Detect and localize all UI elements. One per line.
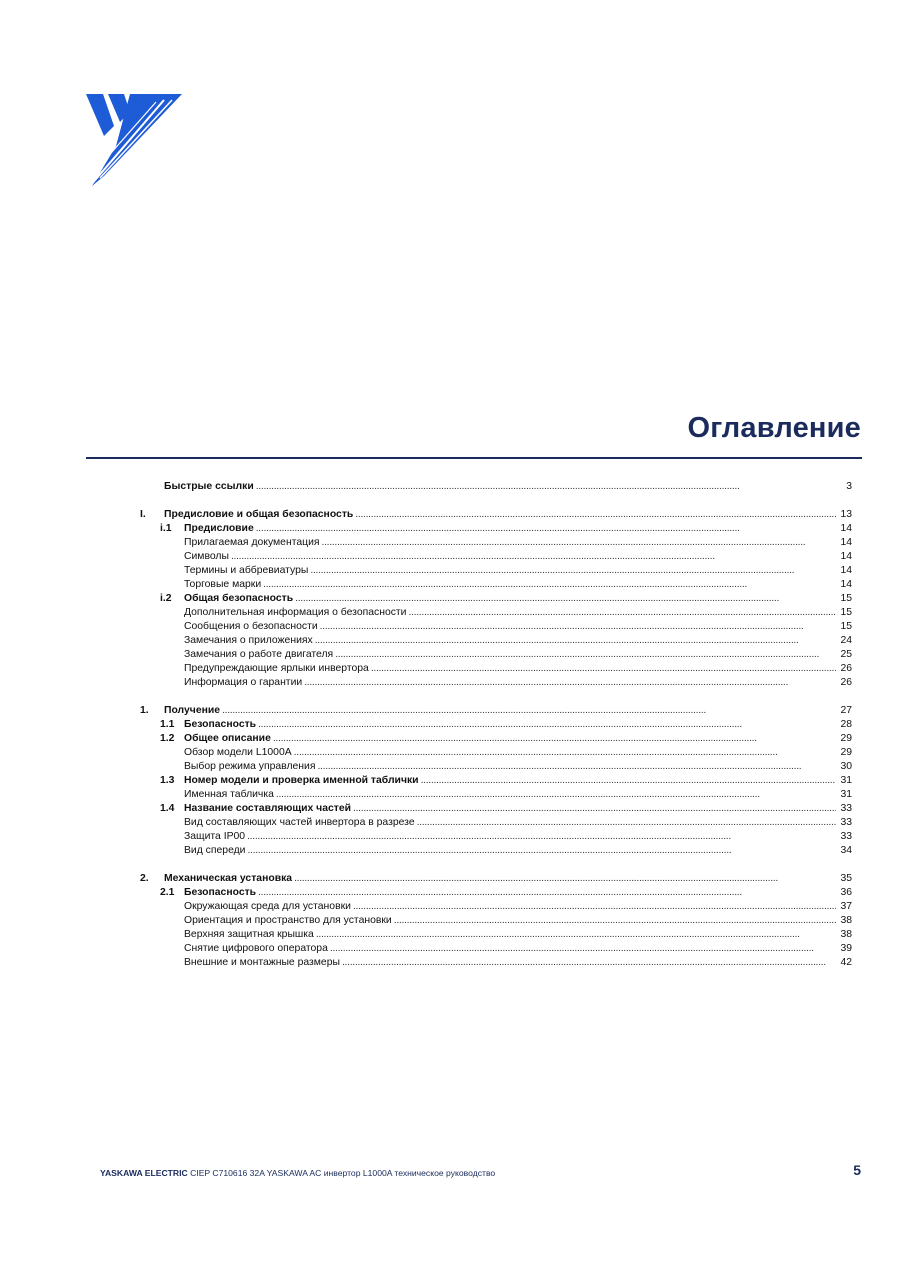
toc-entry[interactable] <box>160 802 852 816</box>
toc-entry-page: 35 <box>840 873 852 884</box>
toc-entry-page: 14 <box>840 565 852 576</box>
toc-dot-leader <box>310 564 836 578</box>
toc-dot-leader <box>273 732 836 746</box>
toc-entry[interactable] <box>160 774 852 788</box>
toc-entry-label: Защита IP00 <box>184 831 246 842</box>
toc-dot-leader <box>222 704 836 718</box>
toc-dot-leader <box>231 550 836 564</box>
toc-entry-number: i.1 <box>160 523 172 534</box>
toc-entry-page: 33 <box>840 803 852 814</box>
toc-dot-leader <box>335 648 836 662</box>
toc-entry-label: Информация о гарантии <box>184 677 303 688</box>
toc-entry-label: Дополнительная информация о безопасности <box>184 607 407 618</box>
toc-entry-label: Окружающая среда для установки <box>184 901 351 912</box>
toc-entry-label: Предисловие и общая безопасность <box>164 509 354 520</box>
toc-entry-page: 39 <box>840 943 852 954</box>
toc-entry[interactable] <box>184 648 852 662</box>
toc-entry-label: Получение <box>164 705 221 716</box>
toc-dot-leader <box>342 956 836 970</box>
toc-entry[interactable] <box>184 816 852 830</box>
toc-entry-label: Предисловие <box>184 523 254 534</box>
toc-entry[interactable] <box>140 872 852 886</box>
toc-entry-page: 33 <box>840 831 852 842</box>
footer-text: CIEP C710616 32A YASKAWA AC инвертор L1000A техническое руководство <box>190 1168 496 1178</box>
toc-entry-label: Общее описание <box>184 733 271 744</box>
toc-entry[interactable] <box>184 746 852 760</box>
toc-dot-leader <box>353 900 836 914</box>
toc-entry-number: 2.1 <box>160 887 175 898</box>
toc-entry[interactable] <box>184 942 852 956</box>
toc-entry-label: Обзор модели L1000A <box>184 747 292 758</box>
toc-entry[interactable] <box>184 606 852 620</box>
yaskawa-logo <box>86 90 182 188</box>
page-number: 5 <box>853 1162 861 1178</box>
toc-entry[interactable] <box>160 592 852 606</box>
toc-entry-label: Вид спереди <box>184 845 246 856</box>
toc-entry[interactable] <box>184 578 852 592</box>
toc-entry-number: I. <box>140 509 146 520</box>
toc-entry-page: 31 <box>840 775 852 786</box>
toc-entry-number: 1. <box>140 705 149 716</box>
toc-entry-label: Символы <box>184 551 229 562</box>
toc-entry-label: Механическая установка <box>164 873 293 884</box>
toc-entry[interactable] <box>140 480 852 494</box>
toc-entry-page: 24 <box>840 635 852 646</box>
toc-dot-leader <box>247 844 836 858</box>
toc-entry[interactable] <box>140 704 852 718</box>
toc-entry-number: 1.3 <box>160 775 175 786</box>
toc-entry-number: i.2 <box>160 593 172 604</box>
toc-entry-page: 15 <box>840 621 852 632</box>
toc-entry-label: Ориентация и пространство для установки <box>184 915 392 926</box>
toc-entry-page: 14 <box>840 551 852 562</box>
toc-entry-number: 1.1 <box>160 719 175 730</box>
toc-entry-label: Снятие цифрового оператора <box>184 943 328 954</box>
toc-entry-page: 29 <box>840 747 852 758</box>
toc-dot-leader <box>322 536 837 550</box>
toc-entry-page: 38 <box>840 915 852 926</box>
toc-entry[interactable] <box>184 676 852 690</box>
toc-entry-page: 13 <box>840 509 852 520</box>
toc-entry-label: Быстрые ссылки <box>164 481 254 492</box>
toc-entry[interactable] <box>160 718 852 732</box>
toc-dot-leader <box>317 760 836 774</box>
toc-entry-page: 42 <box>840 957 852 968</box>
toc-dot-leader <box>330 942 836 956</box>
toc-entry-page: 31 <box>840 789 852 800</box>
toc-entry[interactable] <box>184 900 852 914</box>
footer-brand: YASKAWA ELECTRIC <box>100 1168 188 1178</box>
toc-entry[interactable] <box>184 760 852 774</box>
toc-entry-label: Название составляющих частей <box>184 803 352 814</box>
toc-entry[interactable] <box>160 886 852 900</box>
toc-entry[interactable] <box>184 928 852 942</box>
toc-dot-leader <box>258 886 836 900</box>
toc-entry[interactable] <box>184 662 852 676</box>
toc-entry-page: 36 <box>840 887 852 898</box>
toc-dot-leader <box>304 676 836 690</box>
toc-entry[interactable] <box>184 788 852 802</box>
toc-dot-leader <box>315 634 836 648</box>
toc-entry[interactable] <box>184 830 852 844</box>
footer <box>100 1168 495 1178</box>
toc-entry-page: 14 <box>840 523 852 534</box>
toc-entry[interactable] <box>160 522 852 536</box>
toc-dot-leader <box>421 774 836 788</box>
toc-dot-leader <box>371 662 836 676</box>
toc-entry[interactable] <box>184 914 852 928</box>
toc-entry-label: Замечания о приложениях <box>184 635 313 646</box>
toc-entry-label: Сообщения о безопасности <box>184 621 318 632</box>
toc-entry-page: 29 <box>840 733 852 744</box>
toc-dot-leader <box>294 746 836 760</box>
toc-dot-leader <box>294 872 836 886</box>
toc-entry-label: Замечания о работе двигателя <box>184 649 334 660</box>
toc-entry-label: Предупреждающие ярлыки инвертора <box>184 663 369 674</box>
toc-entry[interactable] <box>184 844 852 858</box>
toc-entry[interactable] <box>184 634 852 648</box>
toc-entry-label: Термины и аббревиатуры <box>184 565 309 576</box>
toc-dot-leader <box>353 802 836 816</box>
toc-dot-leader <box>394 914 836 928</box>
title-divider <box>86 457 862 459</box>
toc-entry-label: Номер модели и проверка именной таблички <box>184 775 419 786</box>
toc-entry[interactable] <box>184 550 852 564</box>
toc-entry-page: 37 <box>840 901 852 912</box>
toc-dot-leader <box>256 480 836 494</box>
toc-entry-label: Внешние и монтажные размеры <box>184 957 340 968</box>
toc-entry[interactable] <box>140 508 852 522</box>
toc-entry-page: 38 <box>840 929 852 940</box>
toc-entry-page: 25 <box>840 649 852 660</box>
toc-entry-label: Выбор режима управления <box>184 761 316 772</box>
toc-entry-page: 28 <box>840 719 852 730</box>
toc-entry-page: 14 <box>840 579 852 590</box>
toc-dot-leader <box>417 816 836 830</box>
toc-entry-label: Прилагаемая документация <box>184 537 320 548</box>
toc-entry-page: 15 <box>840 593 852 604</box>
toc-entry-label: Именная табличка <box>184 789 274 800</box>
toc-entry-label: Верхняя защитная крышка <box>184 929 314 940</box>
toc-dot-leader <box>295 592 836 606</box>
toc-entry-page: 27 <box>840 705 852 716</box>
toc-dot-leader <box>247 830 836 844</box>
toc-entry-page: 34 <box>840 845 852 856</box>
toc-entry-label: Безопасность <box>184 887 257 898</box>
toc-entry-page: 15 <box>840 607 852 618</box>
toc-entry-page: 30 <box>840 761 852 772</box>
toc-entry-page: 26 <box>840 677 852 688</box>
toc-entry-page: 3 <box>846 481 852 492</box>
toc-entry[interactable] <box>184 564 852 578</box>
toc-entry-number: 1.2 <box>160 733 175 744</box>
toc-entry-page: 14 <box>840 537 852 548</box>
toc-dot-leader <box>320 620 836 634</box>
toc-dot-leader <box>276 788 836 802</box>
toc-dot-leader <box>316 928 836 942</box>
toc-entry-number: 1.4 <box>160 803 175 814</box>
toc-dot-leader <box>409 606 837 620</box>
toc-entry-label: Вид составляющих частей инвертора в разрезе <box>184 817 415 828</box>
toc-entry[interactable] <box>184 620 852 634</box>
toc-entry-page: 26 <box>840 663 852 674</box>
toc-entry[interactable] <box>184 536 852 550</box>
page-title: Оглавление <box>687 412 861 444</box>
toc-dot-leader <box>256 522 836 536</box>
toc-entry[interactable] <box>184 956 852 970</box>
toc-entry-label: Торговые марки <box>184 579 262 590</box>
toc-dot-leader <box>258 718 836 732</box>
toc-dot-leader <box>263 578 836 592</box>
toc-entry-label: Общая безопасность <box>184 593 294 604</box>
toc-entry[interactable] <box>160 732 852 746</box>
toc-entry-page: 33 <box>840 817 852 828</box>
toc-entry-number: 2. <box>140 873 149 884</box>
toc-dot-leader <box>355 508 836 522</box>
toc-entry-label: Безопасность <box>184 719 257 730</box>
